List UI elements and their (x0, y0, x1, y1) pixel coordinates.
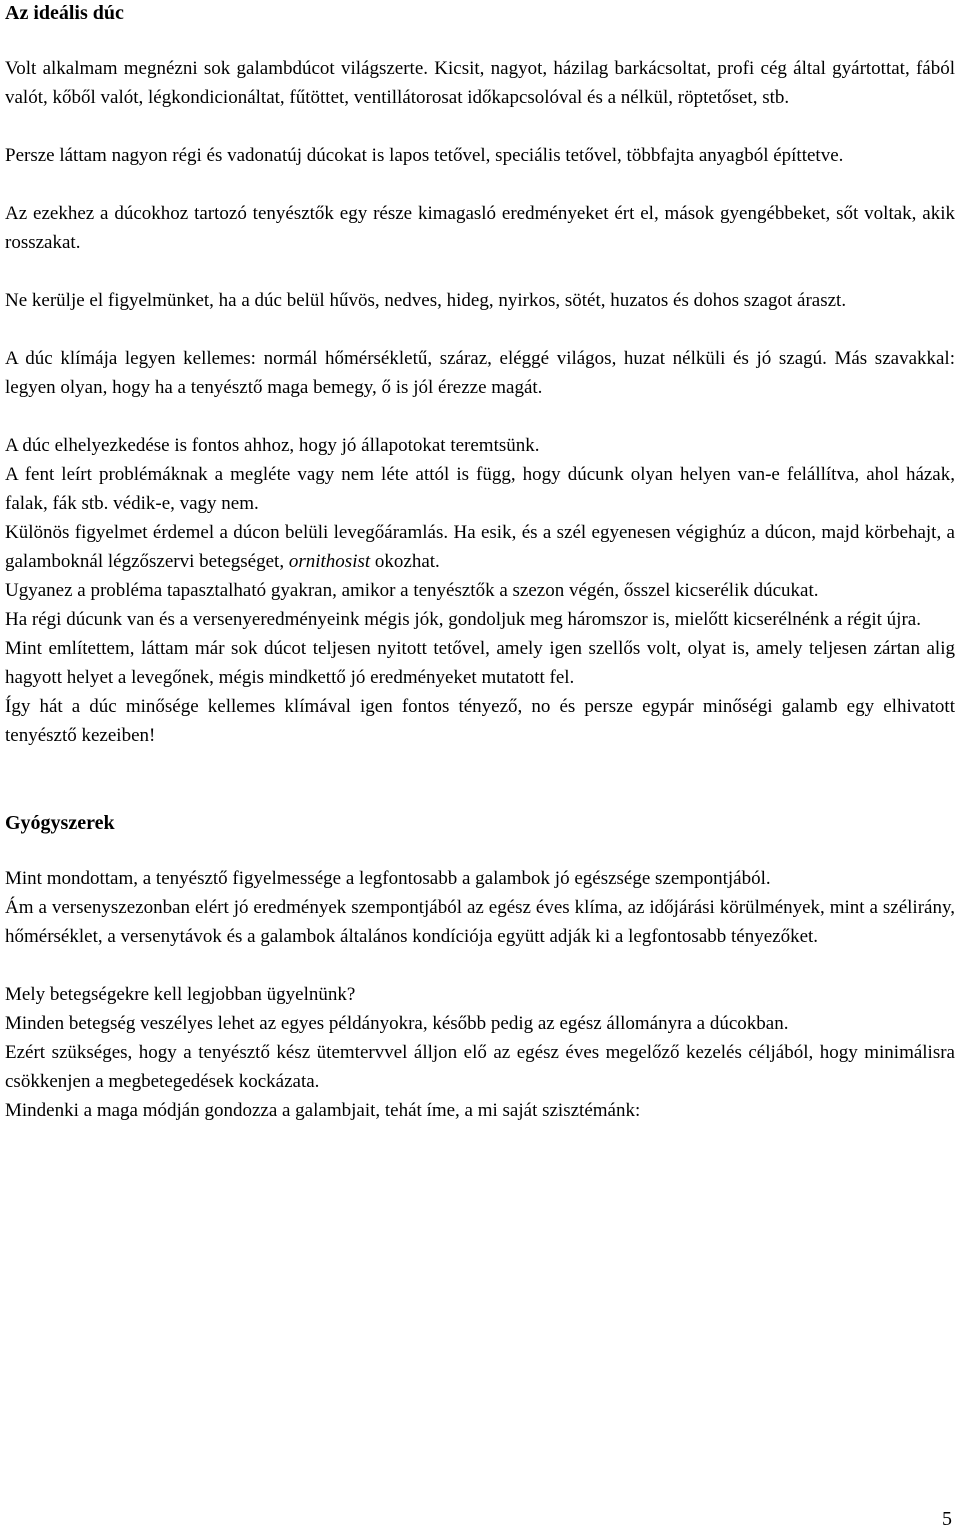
spacer (5, 112, 955, 141)
spacer (5, 951, 955, 980)
spacer (5, 835, 955, 864)
paragraph: Ne kerülje el figyelmünket, ha a dúc belül hűvös, nedves, hideg, nyirkos, sötét, huzatos és dohos szagot áraszt. (5, 290, 847, 311)
spacer (5, 25, 955, 54)
paragraph: A dúc elhelyezkedése is fontos ahhoz, hogy jó állapotokat teremtsünk. (5, 435, 540, 456)
text-run: Különös figyelmet érdemel a dúcon belüli levegőáramlás. Ha esik, és a szél egyenesen végighúz a dúcon, majd körbehajt, a galamboknál légzőszervi betegséget, (5, 522, 955, 572)
paragraph: Mint mondottam, a tenyésztő figyelmessége a legfontosabb a galambok jó egészsége szempontjából. (5, 868, 771, 889)
spacer (5, 315, 955, 344)
spacer (5, 170, 955, 199)
paragraph: Ám a versenyszezonban elért jó eredmények szempontjából az egész éves klíma, az időjárási körülmények, mint a szélirány, hőmérséklet, a versenytávok és a galambok általános kondíciója együtt adják ki a legfontosabb tényezőket. (5, 897, 955, 947)
text-run: okozhat. (370, 551, 440, 572)
paragraph: Volt alkalmam megnézni sok galambdúcot világszerte. Kicsit, nagyot, házilag barkácsoltat, profi cég által gyártottat, fából valót, kőből valót, légkondicionáltat, fűtöttet, ventillátorosat időkapcsolóval és a nélkül, röptetőset, stb. (5, 58, 955, 108)
page-number: 5 (942, 1508, 952, 1530)
paragraph: Mely betegségekre kell legjobban ügyelnünk? (5, 984, 356, 1005)
paragraph (5, 518, 955, 576)
section-title-ideal-loft: Az ideális dúc (5, 2, 124, 24)
paragraph: Minden betegség veszélyes lehet az egyes példányokra, később pedig az egész állományra a dúcokban. (5, 1013, 789, 1034)
spacer (5, 257, 955, 286)
document-page (5, 0, 955, 1125)
paragraph: Az ezekhez a dúcokhoz tartozó tenyésztők egy része kimagasló eredményeket ért el, mások gyengébbeket, sőt voltak, akik rosszakat. (5, 203, 955, 253)
spacer (5, 402, 955, 431)
paragraph: Így hát a dúc minősége kellemes klímával igen fontos tényező, no és persze egypár minőségi galamb egy elhivatott tenyésztő kezeiben! (5, 696, 955, 746)
paragraph: Ezért szükséges, hogy a tenyésztő kész ütemtervvel álljon elő az egész éves megelőző kezelés céljából, hogy minimálisra csökkenjen a megbetegedések kockázata. (5, 1042, 955, 1092)
paragraph: Mint említettem, láttam már sok dúcot teljesen nyitott tetővel, amely igen szellős volt, olyat is, amely teljesen zártan alig hagyott helyet a levegőnek, mégis mindkettő jó eredményeket mutatott fel. (5, 638, 955, 688)
section-title-medicines: Gyógyszerek (5, 812, 115, 834)
italic-term: ornithosist (288, 551, 371, 572)
paragraph: Persze láttam nagyon régi és vadonatúj dúcokat is lapos tetővel, speciális tetővel, többfajta anyagból építtetve. (5, 145, 844, 166)
spacer (5, 750, 955, 808)
paragraph: Mindenki a maga módján gondozza a galambjait, tehát íme, a mi saját szisztémánk: (5, 1100, 641, 1121)
paragraph: A fent leírt problémáknak a megléte vagy nem léte attól is függ, hogy dúcunk olyan helyen van-e felállítva, ahol házak, falak, fák stb. védik-e, vagy nem. (5, 464, 955, 514)
paragraph: Ha régi dúcunk van és a versenyeredményeink mégis jók, gondoljuk meg háromszor is, mielőtt kicserélnénk a régit újra. (5, 609, 921, 630)
paragraph: A dúc klímája legyen kellemes: normál hőmérsékletű, száraz, eléggé világos, huzat nélküli és jó szagú. Más szavakkal: legyen olyan, hogy ha a tenyésztő maga bemegy, ő is jól érezze magát. (5, 348, 955, 398)
paragraph: Ugyanez a probléma tapasztalható gyakran, amikor a tenyésztők a szezon végén, ősszel kicserélik dúcukat. (5, 580, 819, 601)
